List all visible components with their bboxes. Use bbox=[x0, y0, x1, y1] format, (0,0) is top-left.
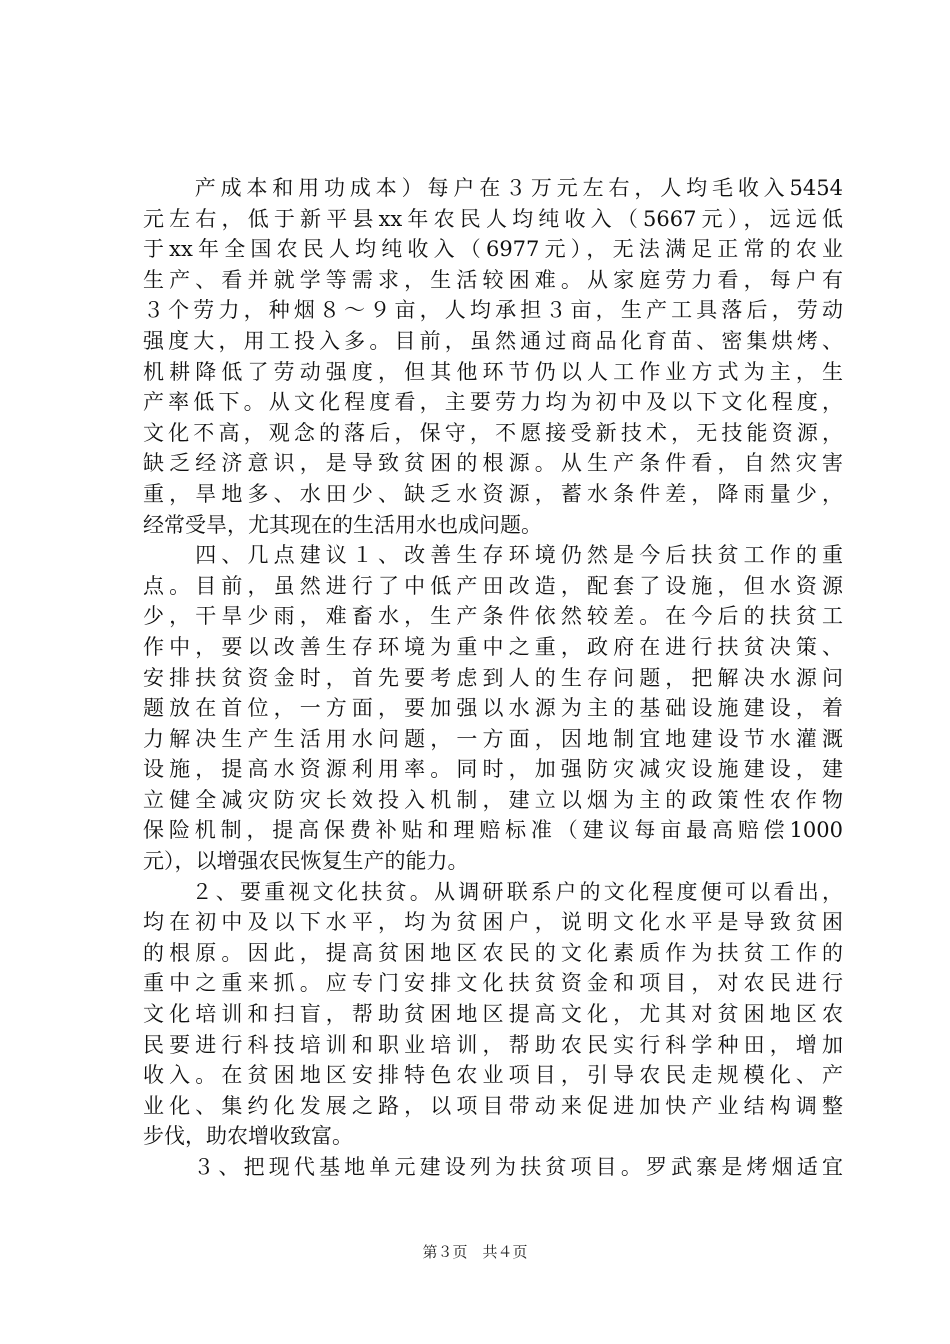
text-line: 力解决生产生活用水问题，一方面，因地制宜地建设节水灌溉 bbox=[143, 726, 843, 751]
page-footer: 第３页 共４页 bbox=[422, 1243, 528, 1261]
text-line: 业化、集约化发展之路，以项目带动来促进加快产业结构调整 bbox=[143, 1093, 843, 1118]
text-line: 均在初中及以下水平，均为贫困户，说明文化水平是导致贫困 bbox=[143, 910, 843, 935]
text-line: 作中，要以改善生存环境为重中之重，政府在进行扶贫决策、 bbox=[143, 634, 843, 659]
text-line: ２、要重视文化扶贫。从调研联系户的文化程度便可以看出， bbox=[143, 879, 843, 904]
text-line: 民要进行科技培训和职业培训，帮助农民实行科学种田，增加 bbox=[143, 1032, 843, 1057]
text-line: 点。目前，虽然进行了中低产田改造，配套了设施，但水资源 bbox=[143, 573, 843, 598]
text-line: 生产、看并就学等需求，生活较困难。从家庭劳力看，每户有 bbox=[143, 267, 843, 292]
text-line: 元），以增强农民恢复生产的能力。 bbox=[143, 849, 469, 874]
text-line: 产率低下。从文化程度看，主要劳力均为初中及以下文化程度， bbox=[143, 390, 843, 415]
text-line: 四、几点建议１、改善生存环境仍然是今后扶贫工作的重 bbox=[143, 543, 843, 568]
text-line: 题放在首位，一方面，要加强以水源为主的基础设施建设，着 bbox=[143, 696, 843, 721]
text-line: 文化不高，观念的落后，保守，不愿接受新技术，无技能资源， bbox=[143, 420, 843, 445]
text-line: 少，干旱少雨，难畜水，生产条件依然较差。在今后的扶贫工 bbox=[143, 604, 843, 629]
text-line: 于xx年全国农民人均纯收入（6977元），无法满足正常的农业 bbox=[143, 237, 843, 262]
text-line: 设施，提高水资源利用率。同时，加强防灾减灾设施建设，建 bbox=[143, 757, 843, 782]
text-line: 经常受旱，尤其现在的生活用水也成问题。 bbox=[143, 512, 542, 537]
text-line: 立健全减灾防灾长效投入机制，建立以烟为主的政策性农作物 bbox=[143, 787, 843, 812]
text-line: ３、把现代基地单元建设列为扶贫项目。罗武寨是烤烟适宜 bbox=[143, 1155, 843, 1179]
text-line: 收入。在贫困地区安排特色农业项目，引导农民走规模化、产 bbox=[143, 1063, 843, 1088]
document-body bbox=[143, 173, 843, 1183]
text-line: ３个劳力，种烟８～９亩，人均承担３亩，生产工具落后，劳动 bbox=[143, 298, 843, 323]
text-line: 元左右，低于新平县xx年农民人均纯收入（5667元），远远低 bbox=[143, 206, 843, 231]
text-line: 保险机制，提高保费补贴和理赔标准（建议每亩最高赔偿1000 bbox=[143, 818, 843, 843]
text-line: 步伐，助农增收致富。 bbox=[143, 1124, 353, 1149]
text-line: 缺乏经济意识，是导致贫困的根源。从生产条件看，自然灾害 bbox=[143, 451, 843, 476]
text-line: 文化培训和扫盲，帮助贫困地区提高文化，尤其对贫困地区农 bbox=[143, 1002, 843, 1027]
text-line: 产成本和用功成本）每户在３万元左右，人均毛收入5454 bbox=[143, 176, 843, 200]
text-line: 机耕降低了劳动强度，但其他环节仍以人工作业方式为主，生 bbox=[143, 359, 843, 384]
text-line: 的根原。因此，提高贫困地区农民的文化素质作为扶贫工作的 bbox=[143, 940, 843, 965]
text-line: 强度大，用工投入多。目前，虽然通过商品化育苗、密集烘烤、 bbox=[143, 328, 843, 353]
text-line: 重，旱地多、水田少、缺乏水资源，蓄水条件差，降雨量少， bbox=[143, 481, 843, 506]
text-line: 安排扶贫资金时，首先要考虑到人的生存问题，把解决水源问 bbox=[143, 665, 843, 690]
text-line: 重中之重来抓。应专门安排文化扶贫资金和项目，对农民进行 bbox=[143, 971, 843, 996]
